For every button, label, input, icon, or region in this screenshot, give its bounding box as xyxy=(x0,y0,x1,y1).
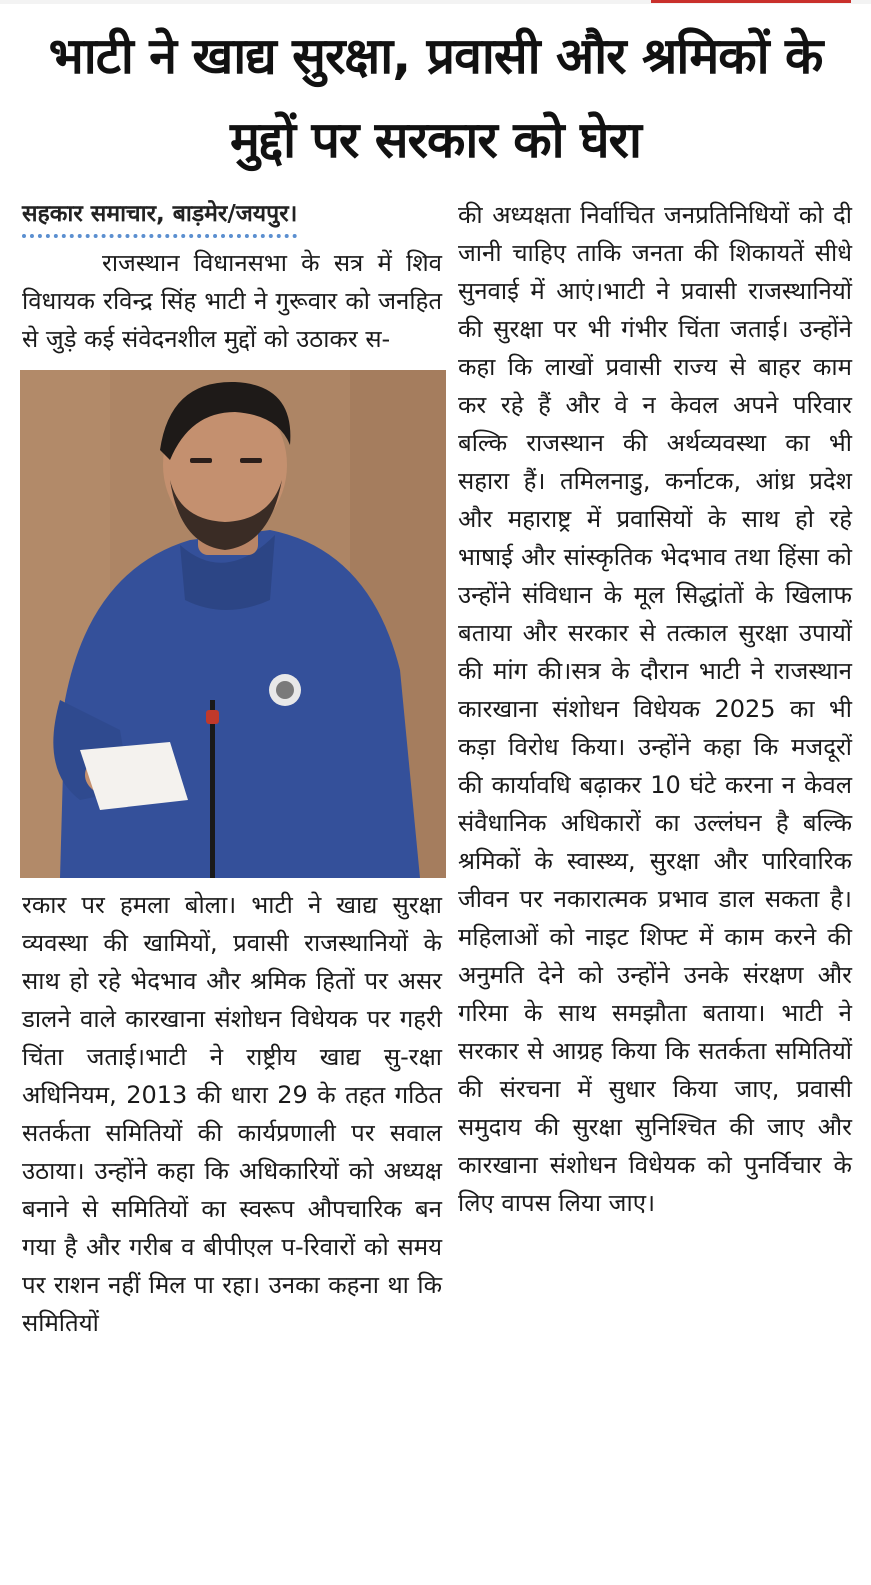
left-column xyxy=(22,196,442,1342)
paragraph-body-left: रकार पर हमला बोला। भाटी ने खाद्य सुरक्षा व्यवस्था की खामियों, प्रवासी राजस्थानियों के साथ हो रहे भेदभाव और श्रमिक हितों पर असर डालने वाले कारखाना संशोधन विधेयक पर गहरी चिंता जताई।भाटी ने राष्ट्रीय खाद्य सु-रक्षा अधिनियम, 2013 की धारा 29 के तहत गठित सतर्कता समितियों की कार्यप्रणाली पर सवाल उठाया। उन्होंने कहा कि अधिकारियों को अध्यक्ष बनाने से समितियों का स्वरूप औपचारिक बन गया है और गरीब व बीपीएल प-रिवारों को समय पर राशन नहीं मिल पा रहा। उनका कहना था कि समितियों xyxy=(22,891,442,1337)
paragraph-body-right: की अध्यक्षता निर्वाचित जनप्रतिनिधियों को दी जानी चाहिए ताकि जनता की शिकायतें सीधे सुनवाई में आएं।भाटी ने प्रवासी राजस्थानियों की सुरक्षा पर भी गंभीर चिंता जताई। उन्होंने कहा कि लाखों प्रवासी राज्य से बाहर काम कर रहे हैं और वे न केवल अपने परिवार बल्कि राजस्थान की अर्थव्यवस्था का भी सहारा हैं। तमिलनाडु, कर्नाटक, आंध्र प्रदेश और महाराष्ट्र में प्रवासियों के साथ हो रहे भाषाई और सांस्कृतिक भेदभाव तथा हिंसा को उन्होंने संविधान के मूल सिद्धांतों के खिलाफ बताया और सरकार से तत्काल सुरक्षा उपायों की मांग की।सत्र के दौरान भाटी ने राजस्थान कारखाना संशोधन विधेयक 2025 का भी कड़ा विरोध किया। उन्होंने कहा कि मजदूरों की कार्यावधि बढ़ाकर 10 घंटे करना न केवल संवैधानिक अधिकारों का उल्लंघन है बल्कि श्रमिकों के स्वास्थ्य, सुरक्षा और पारिवारिक जीवन पर नकारात्मक प्रभाव डाल सकता है। महिलाओं को नाइट शिफ्ट में काम करने की अनुमति देने को उन्होंने उनके संरक्षण और गरिमा के साथ समझौता बताया। भाटी ने सरकार से आग्रह किया कि सतर्कता समितियों की संरचना में सुधार किया जाए, प्रवासी समुदाय की सुरक्षा सुनिश्चित की जाए और कारखाना संशोधन विधेयक को पुनर्विचार के लिए वापस लिया जाए। xyxy=(458,201,852,1217)
dateline: सहकार समाचार, बाड़मेर/जयपुर। xyxy=(22,196,297,238)
top-rule-accent xyxy=(651,0,851,3)
legislator-photo xyxy=(20,370,446,878)
headline: भाटी ने खाद्य सुरक्षा, प्रवासी और श्रमिकों के मुद्दों पर सरकार को घेरा xyxy=(48,27,823,169)
paragraph-intro: राजस्थान विधानसभा के सत्र में शिव विधायक रविन्द्र सिंह भाटी ने गुरूवार को जनहित से जुड़े कई संवेदनशील मुद्दों को उठाकर स- xyxy=(22,249,442,353)
photo-illustration xyxy=(20,370,446,878)
right-column xyxy=(458,196,852,1222)
